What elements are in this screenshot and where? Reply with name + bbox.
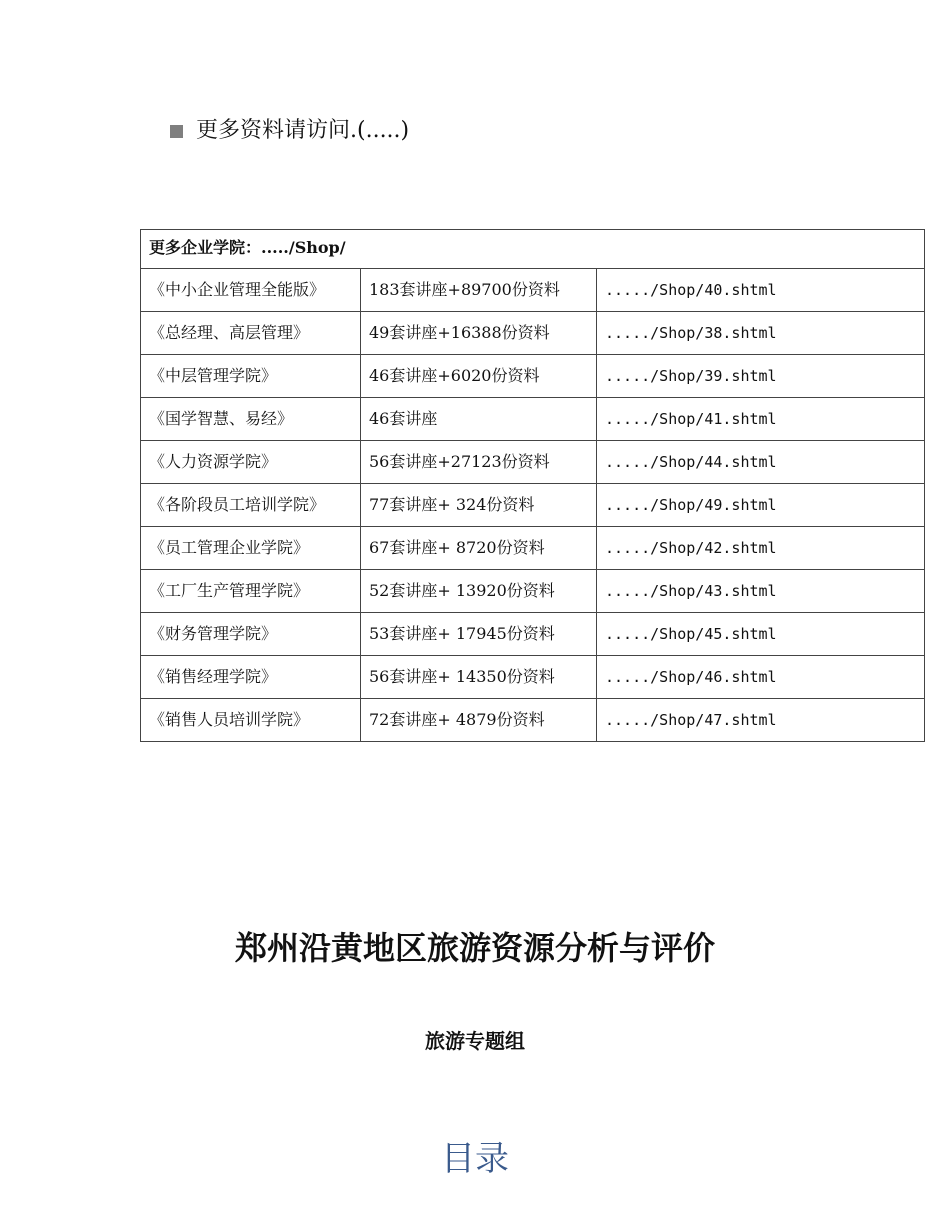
course-content-cell: 53套讲座+ 17945份资料: [361, 613, 597, 656]
more-info-line: [170, 116, 409, 146]
table-row: [141, 699, 925, 742]
table-row: [141, 312, 925, 355]
course-content-cell: 72套讲座+ 4879份资料: [361, 699, 597, 742]
course-content-cell: 183套讲座+89700份资料: [361, 269, 597, 312]
course-content-cell: 67套讲座+ 8720份资料: [361, 527, 597, 570]
course-url-cell[interactable]: ...../Shop/47.shtml: [597, 699, 925, 742]
course-name-cell: 《人力资源学院》: [141, 441, 361, 484]
course-name-cell: 《销售经理学院》: [141, 656, 361, 699]
course-name-cell: 《中层管理学院》: [141, 355, 361, 398]
course-url-cell[interactable]: ...../Shop/42.shtml: [597, 527, 925, 570]
course-content-cell: 46套讲座+6020份资料: [361, 355, 597, 398]
course-name-cell: 《工厂生产管理学院》: [141, 570, 361, 613]
toc-heading: 目录: [441, 1139, 509, 1179]
course-name-cell: 《销售人员培训学院》: [141, 699, 361, 742]
course-url-cell[interactable]: ...../Shop/46.shtml: [597, 656, 925, 699]
table-row: [141, 656, 925, 699]
course-name-cell: 《各阶段员工培训学院》: [141, 484, 361, 527]
course-content-cell: 56套讲座+ 14350份资料: [361, 656, 597, 699]
course-content-cell: 49套讲座+16388份资料: [361, 312, 597, 355]
table-header-row: [141, 230, 925, 269]
course-content-cell: 52套讲座+ 13920份资料: [361, 570, 597, 613]
table-row: [141, 570, 925, 613]
course-url-cell[interactable]: ...../Shop/49.shtml: [597, 484, 925, 527]
table-row: [141, 613, 925, 656]
course-content-cell: 46套讲座: [361, 398, 597, 441]
more-info-text: 更多资料请访问.(.....): [196, 118, 410, 143]
table-row: [141, 355, 925, 398]
course-url-cell[interactable]: ...../Shop/40.shtml: [597, 269, 925, 312]
course-url-cell[interactable]: ...../Shop/45.shtml: [597, 613, 925, 656]
table-row: [141, 484, 925, 527]
course-catalog-table: [140, 229, 925, 742]
course-content-cell: 56套讲座+27123份资料: [361, 441, 597, 484]
course-content-cell: 77套讲座+ 324份资料: [361, 484, 597, 527]
square-bullet-icon: [170, 125, 183, 138]
table-row: [141, 269, 925, 312]
table-row: [141, 527, 925, 570]
table-row: [141, 398, 925, 441]
table-header-cell: 更多企业学院：...../Shop/: [141, 230, 925, 269]
course-name-cell: 《国学智慧、易经》: [141, 398, 361, 441]
document-group: 旅游专题组: [425, 1029, 525, 1053]
course-name-cell: 《员工管理企业学院》: [141, 527, 361, 570]
course-url-cell[interactable]: ...../Shop/44.shtml: [597, 441, 925, 484]
course-name-cell: 《财务管理学院》: [141, 613, 361, 656]
course-name-cell: 《总经理、高层管理》: [141, 312, 361, 355]
course-name-cell: 《中小企业管理全能版》: [141, 269, 361, 312]
course-url-cell[interactable]: ...../Shop/39.shtml: [597, 355, 925, 398]
course-url-cell[interactable]: ...../Shop/43.shtml: [597, 570, 925, 613]
document-title: 郑州沿黄地区旅游资源分析与评价: [234, 929, 715, 967]
table-row: [141, 441, 925, 484]
course-url-cell[interactable]: ...../Shop/38.shtml: [597, 312, 925, 355]
course-url-cell[interactable]: ...../Shop/41.shtml: [597, 398, 925, 441]
